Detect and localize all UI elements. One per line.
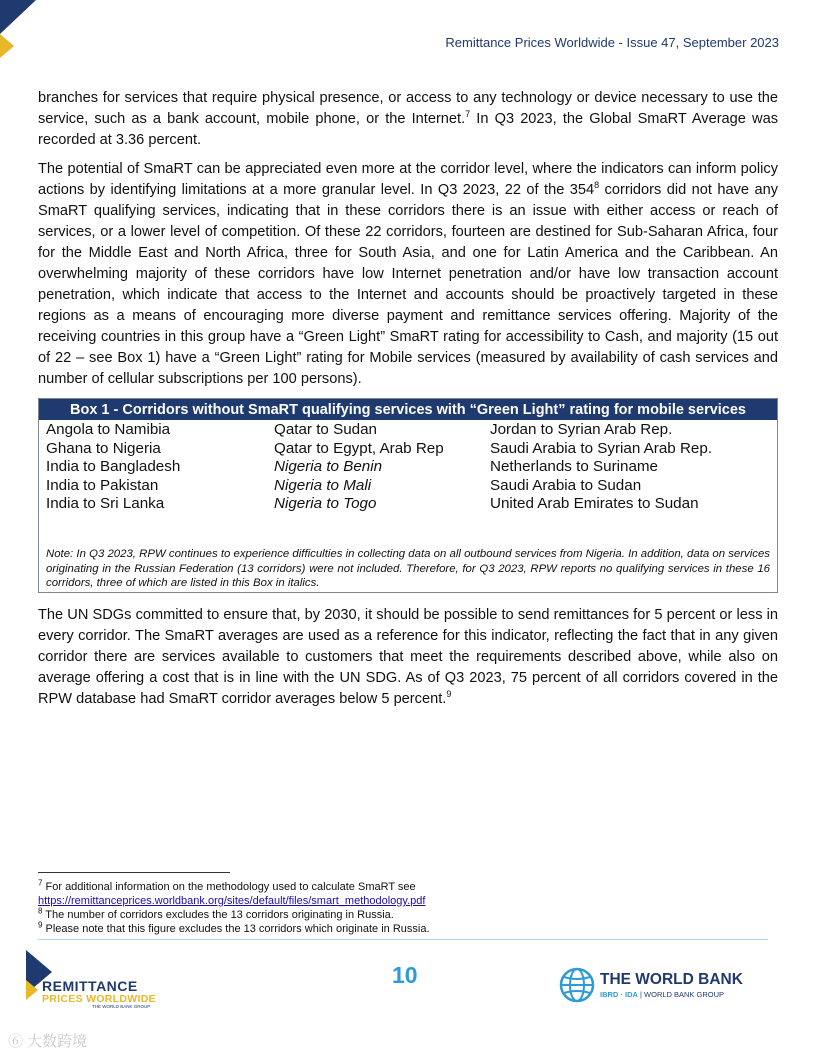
paragraph-text: branches for services that require physical presence, or access to any technology or device necessary to use the service, such as a bank account, mobile phone, or the Internet.	[38, 90, 778, 127]
corridor-item: India to Bangladesh	[46, 458, 181, 476]
paragraph-1	[38, 88, 778, 151]
footnote-ref[interactable]: 8	[594, 180, 600, 191]
paragraph-text: The UN SDGs committed to ensure that, by 2030, it should be possible to send remittances for 5 percent or less in every corridor. The SmaRT averages are used as a reference for this indicator, reflecting the fact that in any given corridor there are services available to customers that meet the requirements described above, while also on average offering a cost that is in line with the UN SDG. As of Q3 2023, 75 percent of all corridors covered in the RPW database had SmaRT corridor averages below 5 percent.	[38, 606, 778, 707]
globe-icon	[558, 966, 596, 1004]
corridor-item: Netherlands to Suriname	[490, 458, 658, 476]
watermark: ⑥ 大数跨境	[8, 1033, 88, 1050]
corridor-item: Saudi Arabia to Syrian Arab Rep.	[490, 439, 713, 457]
logo-text-line1: REMITTANCE	[42, 978, 138, 994]
world-bank-subtitle	[600, 990, 724, 999]
corridor-item: Qatar to Egypt, Arab Rep	[274, 439, 444, 457]
footnote-text: The number of corridors excludes the 13 corridors originating in Russia.	[42, 909, 394, 921]
page-number: 10	[392, 962, 418, 988]
world-bank-sub-a: IBRD · IDA	[600, 990, 638, 999]
world-bank-sub-b: | WORLD BANK GROUP	[637, 990, 725, 999]
footnote-text: Please note that this figure excludes the 13 corridors which originate in Russia.	[42, 923, 430, 935]
logo-text-line2: PRICES WORLDWIDE	[42, 993, 156, 1005]
corridor-item: Ghana to Nigeria	[46, 439, 161, 457]
footnote-7	[38, 880, 778, 894]
footnote-link-row	[38, 894, 778, 908]
footnote-number: 9	[38, 920, 43, 930]
paragraph-text: corridors did not have any SmaRT qualifying services, indicating that in these corridors there is an issue with either access or reach of services, or a lower level of competition. Of these 22 corridors, fourteen are destined for Sub-Saharan Africa, four for the Middle East and North Africa, three for South Asia, and one for Latin America and the Caribbean. An overwhelming majority of these corridors have low Internet penetration and/or have low transaction account penetration, which indicate that access to the Internet and accounts should be proactively targeted in these regions as a means of encouraging more diverse payment and remittance services offering. Majority of the receiving countries in this group have a “Green Light” SmaRT rating for accessibility to Cash, and majority (15 out of 22 – see Box 1) have a “Green Light” rating for Mobile services (measured by availability of cash services and number of cellular subscriptions per 100 persons).	[38, 182, 778, 387]
footnote-divider	[38, 872, 230, 873]
main-content	[38, 88, 778, 718]
corridor-item-italic: Nigeria to Mali	[274, 476, 372, 494]
box-note: Note: In Q3 2023, RPW continues to experience difficulties in collecting data on all outbound services from Nigeria. In addition, data on services originating in the Russian Federation (13 corridors) were not included. Therefore, for Q3 2023, RPW reports no qualifying services in these 16 corridors, three of which are listed in this Box in italics.	[46, 548, 770, 589]
corridor-column-3	[490, 421, 770, 547]
footnote-number: 8	[38, 906, 43, 916]
box-1	[38, 398, 778, 593]
corridor-item: India to Pakistan	[46, 476, 159, 494]
corridor-item-italic: Nigeria to Benin	[274, 458, 383, 476]
box-title: Box 1 - Corridors without SmaRT qualifying services with “Green Light” rating for mobile services	[39, 399, 777, 420]
corridor-item: India to Sri Lanka	[46, 495, 165, 513]
paragraph-text: The potential of SmaRT can be appreciated even more at the corridor level, where the indicators can inform policy actions by identifying limitations at a more granular level. In Q3 2023, 22 of the 354	[38, 161, 778, 198]
running-header: Remittance Prices Worldwide - Issue 47, September 2023	[445, 35, 779, 50]
footnotes	[38, 880, 778, 936]
footnote-number: 7	[38, 878, 43, 888]
corridor-item: United Arab Emirates to Sudan	[490, 495, 699, 513]
footnote-9	[38, 922, 778, 936]
corridor-item: Angola to Namibia	[46, 421, 171, 438]
logo-text-line3: THE WORLD BANK GROUP	[92, 1004, 151, 1009]
paragraph-2	[38, 159, 778, 390]
footnote-text: For additional information on the methodology used to calculate SmaRT see	[42, 881, 416, 893]
methodology-link[interactable]: https://remittanceprices.worldbank.org/sites/default/files/smart_methodology.pdf	[38, 895, 426, 907]
paragraph-text: In Q3 2023, the Global SmaRT Average was recorded at 3.36 percent.	[38, 111, 778, 148]
world-bank-name: THE WORLD BANK	[600, 971, 743, 988]
corridor-column-2	[274, 421, 490, 547]
corridor-item-italic: Nigeria to Togo	[274, 495, 377, 513]
corridor-column-1	[46, 421, 274, 547]
corridor-list	[39, 420, 777, 547]
paragraph-3	[38, 605, 778, 710]
corridor-item: Jordan to Syrian Arab Rep.	[490, 421, 673, 438]
corridor-item: Saudi Arabia to Sudan	[490, 476, 642, 494]
corridor-item: Qatar to Sudan	[274, 421, 378, 438]
corner-triangle-decoration	[0, 0, 40, 58]
footer-divider	[38, 939, 768, 940]
remittance-prices-logo	[24, 950, 164, 1010]
footnote-8	[38, 908, 778, 922]
footnote-ref[interactable]: 7	[465, 109, 471, 120]
footnote-ref[interactable]: 9	[446, 688, 452, 699]
